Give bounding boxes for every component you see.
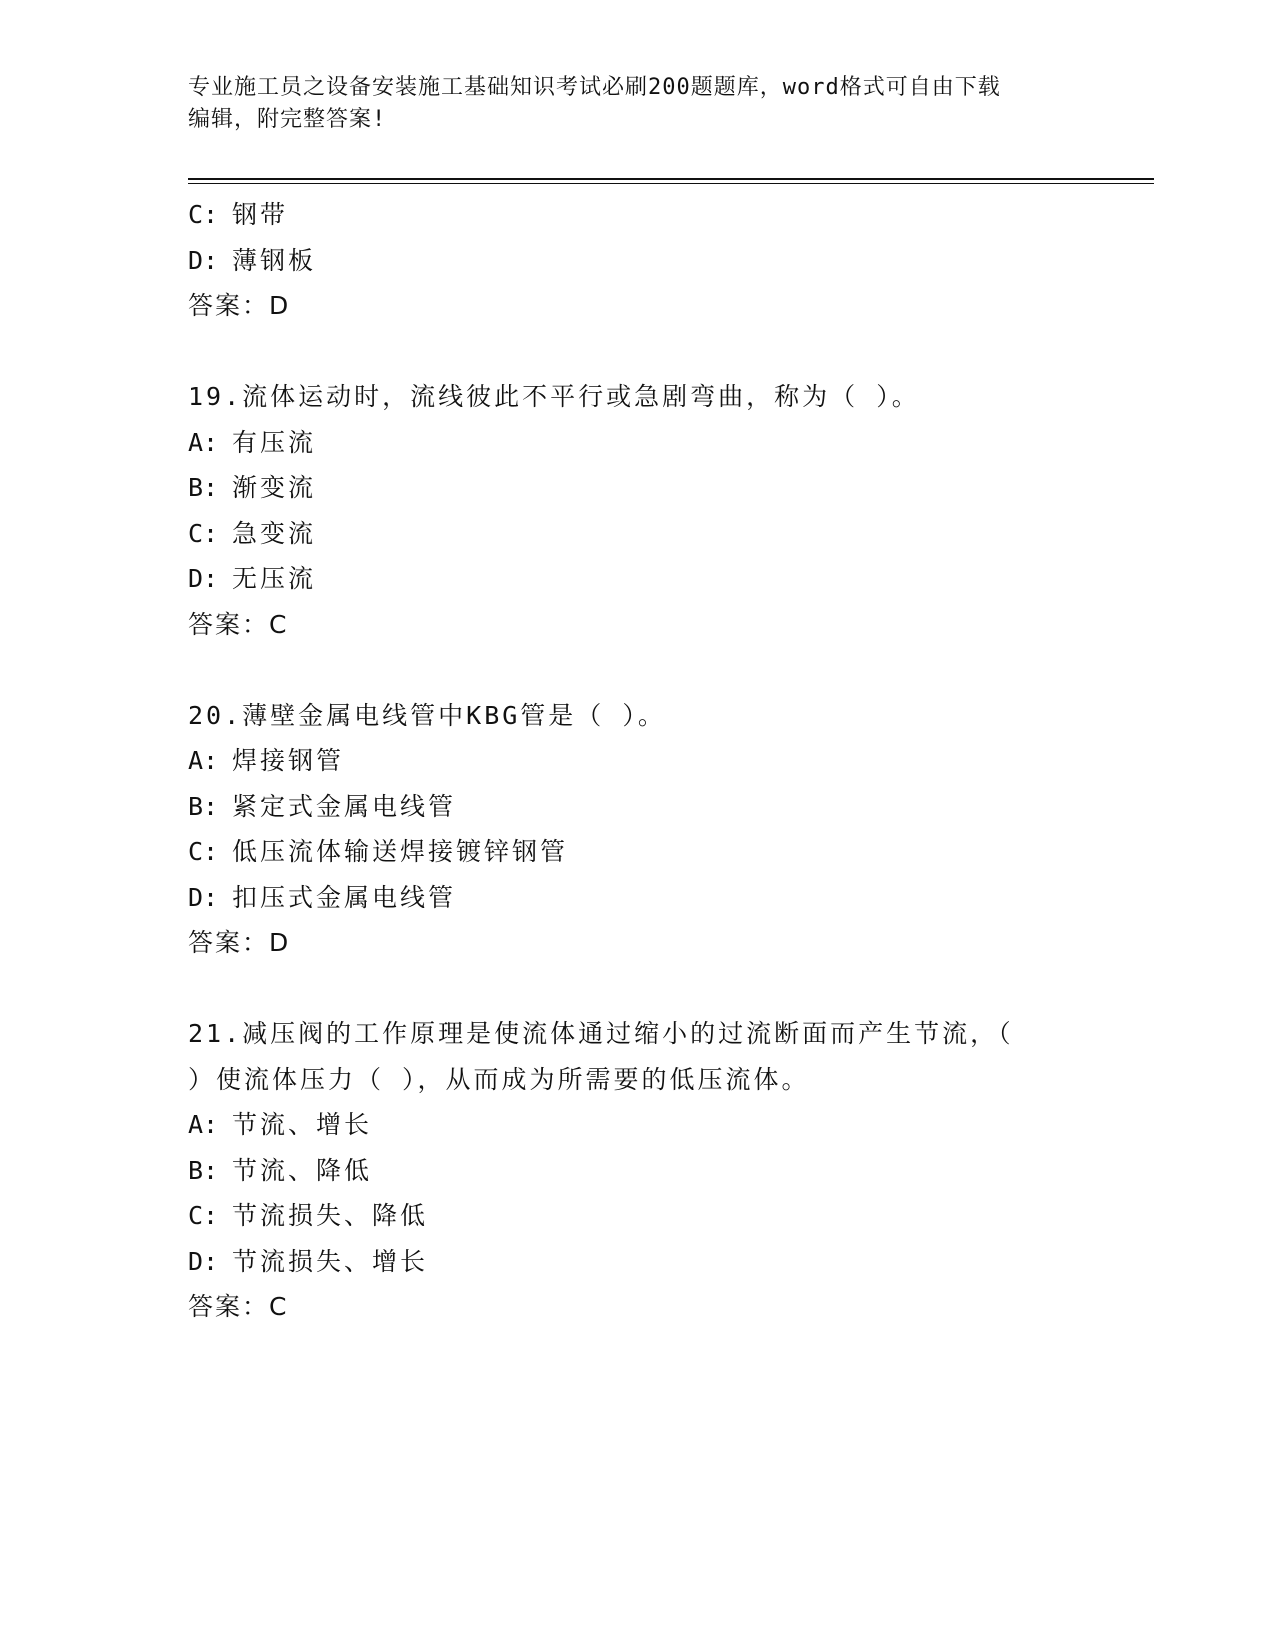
option-b: [188, 465, 1148, 511]
option-text: 紧定式金属电线管: [232, 791, 457, 821]
header-divider-thin: [188, 183, 1154, 184]
answer-line: 答案：C: [188, 1292, 289, 1321]
carryover-question: [188, 192, 1148, 329]
question-21: [188, 1011, 1148, 1330]
option-a: [188, 1102, 1148, 1148]
spacer: [188, 329, 1148, 375]
question-20: [188, 693, 1148, 966]
option-text: 扣压式金属电线管: [232, 882, 457, 912]
option-text: 低压流体输送焊接镀锌钢管: [232, 837, 569, 866]
option-text: 节流损失、增长: [232, 1246, 429, 1276]
option-letter: D:: [188, 564, 219, 593]
option-text: 薄钢板: [232, 245, 317, 275]
option-d: [188, 238, 1148, 284]
question-stem-line-1: 21.减压阀的工作原理是使流体通过缩小的过流断面而产生节流，（: [188, 1019, 1014, 1048]
option-text: 节流、增长: [232, 1110, 373, 1139]
spacer: [188, 966, 1148, 1012]
answer-line: 答案：D: [188, 291, 291, 320]
question-stem-line-2: ）使流体压力（ ），从而成为所需要的低压流体。: [188, 1064, 810, 1094]
option-text: 渐变流: [232, 473, 317, 502]
option-a: [188, 738, 1148, 784]
option-letter: C:: [188, 518, 219, 548]
question-stem: 19.流体运动时，流线彼此不平行或急剧弯曲，称为（ ）。: [188, 382, 920, 411]
answer-line: 答案：D: [188, 928, 291, 957]
option-letter: C:: [188, 1201, 219, 1230]
option-c: [188, 511, 1148, 557]
option-c: [188, 829, 1148, 875]
option-d: [188, 1239, 1148, 1285]
option-text: 无压流: [232, 564, 317, 593]
option-letter: A:: [188, 746, 219, 775]
document-header: [188, 72, 1078, 136]
option-letter: B:: [188, 791, 219, 821]
question-stem: 20.薄壁金属电线管中KBG管是（ ）。: [188, 700, 666, 730]
question-19: [188, 374, 1148, 647]
option-text: 节流、降低: [232, 1155, 373, 1185]
option-letter: A:: [188, 427, 219, 457]
option-c: [188, 192, 1148, 238]
option-d: [188, 875, 1148, 921]
answer-line: 答案：C: [188, 609, 289, 639]
header-title-line-2: 编辑，附完整答案!: [188, 107, 387, 132]
option-letter: D:: [188, 882, 219, 912]
option-c: [188, 1193, 1148, 1239]
option-text: 焊接钢管: [232, 746, 345, 775]
option-b: [188, 1148, 1148, 1194]
header-divider-thick: [188, 178, 1154, 180]
document-body: [188, 192, 1148, 1330]
option-text: 钢带: [232, 200, 289, 229]
option-letter: B:: [188, 1155, 219, 1185]
option-letter: C:: [188, 200, 219, 229]
spacer: [188, 647, 1148, 693]
option-text: 节流损失、降低: [232, 1201, 429, 1230]
option-a: [188, 420, 1148, 466]
option-text: 急变流: [232, 518, 317, 548]
option-letter: C:: [188, 837, 219, 866]
option-b: [188, 784, 1148, 830]
option-d: [188, 556, 1148, 602]
option-letter: D:: [188, 245, 219, 275]
header-title-line-1: 专业施工员之设备安装施工基础知识考试必刷200题题库，word格式可自由下载: [188, 75, 1001, 100]
option-letter: B:: [188, 473, 219, 502]
option-text: 有压流: [232, 427, 317, 457]
option-letter: A:: [188, 1110, 219, 1139]
option-letter: D:: [188, 1246, 219, 1276]
